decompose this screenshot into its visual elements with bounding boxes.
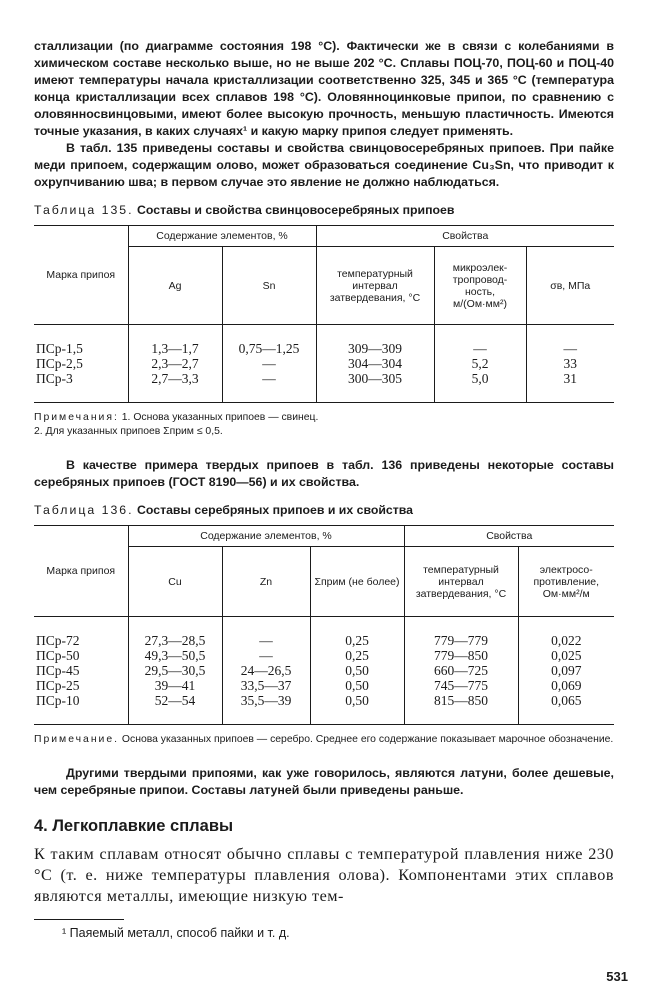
table-135-col-strength: σв, МПа: [526, 247, 614, 325]
table-cell: 0,065: [518, 693, 614, 725]
table-135-title: [34, 203, 614, 217]
footnote-divider: [34, 919, 124, 920]
table-cell: 0,25: [310, 648, 404, 663]
table-cell: —: [222, 648, 310, 663]
table-row: [34, 356, 614, 371]
table-cell: 300—305: [316, 371, 434, 403]
after-paragraph: Другими твердыми припоями, как уже говорилось, являются латуни, более дешевые, чем серебряные припои. Составы латуней были приведены раньше.: [34, 766, 614, 797]
table-cell: —: [222, 371, 316, 403]
table-cell: 2,3—2,7: [128, 356, 222, 371]
table-cell-brand: ПСр-25: [36, 678, 80, 693]
table-136-group-content: Содержание элементов, %: [128, 526, 404, 547]
table-cell: 0,50: [310, 678, 404, 693]
table-row: [34, 325, 614, 357]
table-cell: 1,3—1,7: [128, 325, 222, 357]
table-136-note: [34, 733, 614, 747]
table-row: [34, 617, 614, 649]
table-cell: 0,025: [518, 648, 614, 663]
table-cell: 779—850: [404, 648, 518, 663]
table-cell: —: [526, 325, 614, 357]
table-cell-brand: ПСр-72: [34, 617, 128, 649]
table-135-note-2: 2. Для указанных припоев Σприм ≤ 0,5.: [34, 426, 223, 437]
table-cell: 0,097: [518, 663, 614, 678]
table-row: [34, 371, 614, 403]
table-135-note-label: Примечания:: [34, 412, 119, 423]
table-135-note-1: 1. Основа указанных припоев — свинец.: [121, 412, 319, 423]
table-cell-brand: ПСр-1,5: [34, 325, 128, 357]
table-cell: 5,0: [434, 371, 526, 403]
table-cell: 660—725: [404, 663, 518, 678]
footnote: ¹ Паяемый металл, способ пайки и т. д.: [62, 926, 290, 940]
table-136-col-resistance: электросо- противление, Ом·мм²/м: [518, 547, 614, 617]
table-135: [34, 225, 614, 403]
section-heading: 4. Легкоплавкие сплавы: [34, 817, 234, 835]
table-cell: 0,25: [310, 617, 404, 649]
table-135-caption: Составы и свойства свинцовосеребряных припоев: [137, 203, 455, 217]
table-135-col-conductivity: микроэлек- тропровод- ность, м/(Ом·мм²): [434, 247, 526, 325]
table-cell: 309—309: [316, 325, 434, 357]
table-135-group-content: Содержание элементов, %: [128, 226, 316, 247]
page-number: 531: [606, 969, 628, 984]
table-136-col-impurities: Σприм (не более): [310, 547, 404, 617]
table-cell: 35,5—39: [222, 693, 310, 725]
table-136-number: Таблица 136.: [34, 503, 134, 517]
table-cell: —: [222, 356, 316, 371]
table-cell: 52—54: [128, 693, 222, 725]
table-cell: 0,75—1,25: [222, 325, 316, 357]
table-row: [34, 693, 614, 725]
table-135-col-temperature: температурный интервал затвердевания, °С: [316, 247, 434, 325]
table-136-caption: Составы серебряных припоев и их свойства: [137, 503, 414, 517]
table-row: [34, 648, 614, 663]
table-136: [34, 525, 614, 725]
table-135-notes: [34, 411, 614, 439]
table-136-col-cu: Cu: [128, 547, 222, 617]
table-cell: 39—41: [128, 678, 222, 693]
table-135-col-ag: Ag: [128, 247, 222, 325]
table-cell: 33,5—37: [222, 678, 310, 693]
table-cell: 31: [526, 371, 614, 403]
table-136-col-brand: Марка припоя: [34, 526, 128, 617]
table-135-group-properties: Свойства: [316, 226, 614, 247]
table-cell: 304—304: [316, 356, 434, 371]
table-cell: 27,3—28,5: [128, 617, 222, 649]
table-cell: 24—26,5: [222, 663, 310, 678]
table-cell: 779—779: [404, 617, 518, 649]
table-cell: 33: [526, 356, 614, 371]
table-cell: —: [434, 325, 526, 357]
section-paragraph: К таким сплавам относят обычно сплавы с температурой плавления ниже 230 °С (т. е. ниже температуры плавления олова). Компонентами этих сплавов являются металлы, имеющие низкую тем-: [34, 845, 614, 905]
table-cell-brand: ПСр-45: [36, 663, 80, 678]
table-row: [34, 663, 614, 678]
table-136-col-zn: Zn: [222, 547, 310, 617]
table-cell: 0,022: [518, 617, 614, 649]
table-cell-brand: ПСр-3: [34, 371, 128, 403]
table-135-number: Таблица 135.: [34, 203, 134, 217]
table-cell-brand: ПСр-2,5: [36, 356, 83, 371]
mid-paragraph: В качестве примера твердых припоев в табл. 136 приведены некоторые составы серебряных припоев (ГОСТ 8190—56) и их свойства.: [34, 458, 614, 489]
table-cell: 29,5—30,5: [128, 663, 222, 678]
table-cell: 0,50: [310, 693, 404, 725]
table-row: [34, 678, 614, 693]
table-cell: 5,2: [434, 356, 526, 371]
table-135-col-brand: Марка припоя: [34, 226, 128, 325]
table-cell: 745—775: [404, 678, 518, 693]
intro-paragraph-1: сталлизации (по диаграмме состояния 198 °С). Фактически же в связи с колебаниями в химическом составе несколько выше, но не выше 202 °С. Сплавы ПОЦ-70, ПОЦ-60 и ПОЦ-40 имеют температуры начала кристаллизации соответственно 325, 345 и 365 °С (температура конца кристаллизации всех сплавов 198 °С). Оловянноцинковые припои, по сравнению с оловянносвинцовыми, имеют более высокую прочность, меньшую пластичность. Имеются точные указания, в каких случаях¹ и какую марку припоя следует применять.: [34, 39, 614, 138]
intro-paragraph-2: В табл. 135 приведены составы и свойства свинцовосеребряных припоев. При пайке меди припоем, содержащим олово, может образоваться соединение Cu₃Sn, что приводит к охрупчиванию шва; в первом случае это явление не должно наблюдаться.: [34, 141, 614, 189]
table-cell: 815—850: [404, 693, 518, 725]
table-cell: 0,50: [310, 663, 404, 678]
table-cell: —: [222, 617, 310, 649]
table-cell: 49,3—50,5: [128, 648, 222, 663]
table-135-col-sn: Sn: [222, 247, 316, 325]
table-136-note-label: Примечание.: [34, 734, 120, 745]
table-136-note-text: Основа указанных припоев — серебро. Среднее его содержание показывает марочное обозначение.: [121, 734, 614, 745]
table-cell-brand: ПСр-50: [36, 648, 80, 663]
table-136-title: [34, 503, 614, 517]
table-cell: 2,7—3,3: [128, 371, 222, 403]
table-136-col-temperature: температурный интервал затвердевания, °С: [404, 547, 518, 617]
table-cell: 0,069: [518, 678, 614, 693]
table-cell-brand: ПСр-10: [34, 693, 128, 725]
table-136-group-properties: Свойства: [404, 526, 614, 547]
